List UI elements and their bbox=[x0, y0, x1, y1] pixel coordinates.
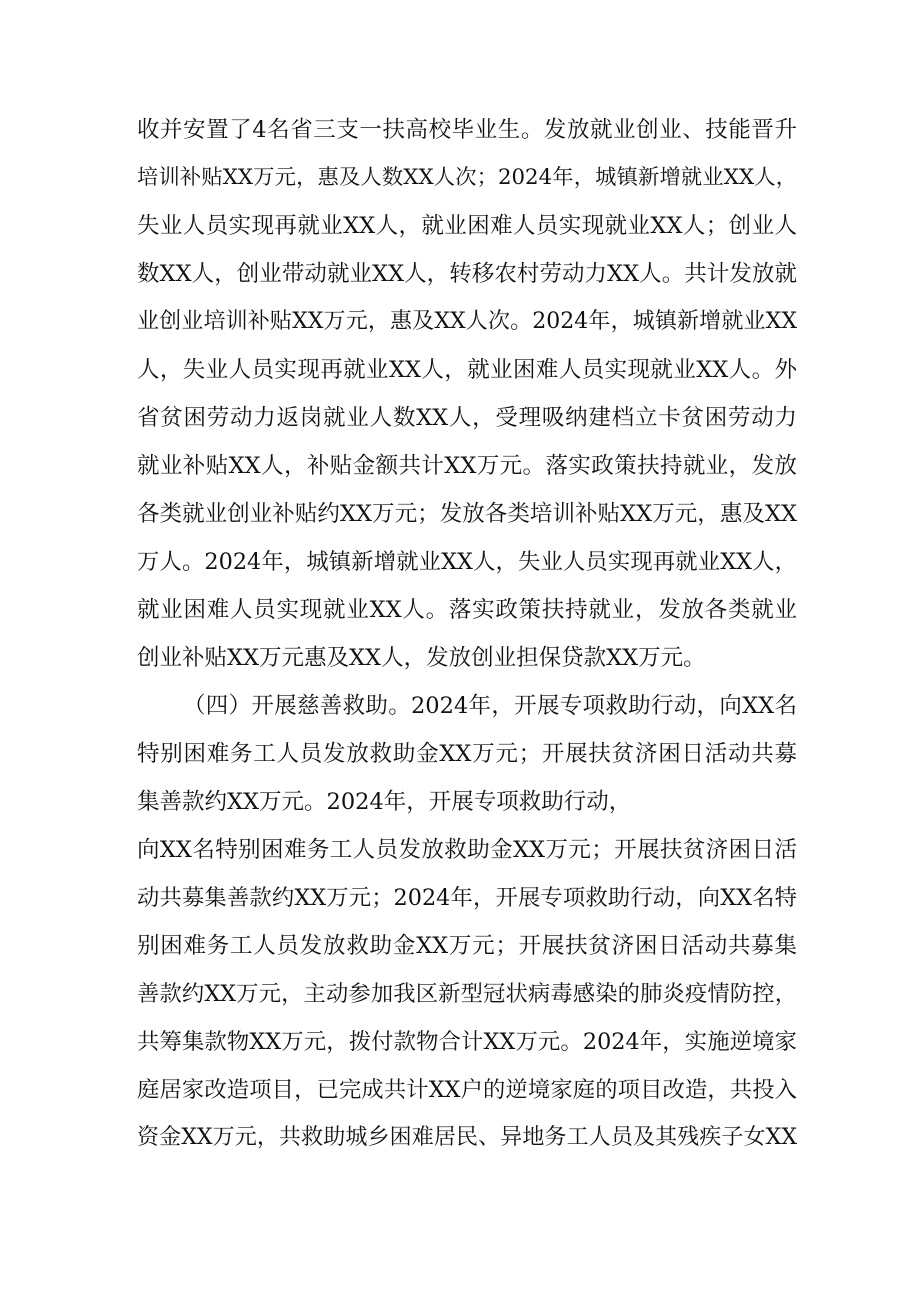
text-line: 收并安置了4名省三支一扶高校毕业生。发放就业创业、技能晋升 bbox=[137, 117, 797, 143]
section-heading-line: （四）开展慈善救助。2024年，开展专项救助行动，向XX名 bbox=[183, 693, 797, 719]
text-line: 动共募集善款约XX万元；2024年，开展专项救助行动，向XX名特 bbox=[137, 885, 797, 911]
text-line: 失业人员实现再就业XX人，就业困难人员实现就业XX人；创业人 bbox=[137, 213, 797, 239]
text-line: 就业补贴XX人，补贴金额共计XX万元。落实政策扶持就业，发放 bbox=[137, 453, 797, 479]
text-line: 万人。2024年，城镇新增就业XX人，失业人员实现再就业XX人， bbox=[137, 549, 797, 575]
text-line: 向XX名特别困难务工人员发放救助金XX万元；开展扶贫济困日活 bbox=[137, 837, 797, 863]
text-line: 资金XX万元，共救助城乡困难居民、异地务工人员及其残疾子女XX bbox=[137, 1125, 797, 1150]
text-line: 创业补贴XX万元惠及XX人，发放创业担保贷款XX万元。 bbox=[137, 645, 706, 671]
text-line: 省贫困劳动力返岗就业人数XX人，受理吸纳建档立卡贫困劳动力 bbox=[137, 405, 797, 431]
text-line: 就业困难人员实现就业XX人。落实政策扶持就业，发放各类就业 bbox=[137, 597, 797, 623]
paragraph-employment bbox=[137, 106, 797, 682]
text-line: 别困难务工人员发放救助金XX万元；开展扶贫济困日活动共募集 bbox=[137, 933, 797, 959]
text-line: 培训补贴XX万元，惠及人数XX人次；2024年，城镇新增就业XX人， bbox=[137, 165, 797, 190]
text-line: 善款约XX万元，主动参加我区新型冠状病毒感染的肺炎疫情防控， bbox=[137, 981, 797, 1007]
text-line: 各类就业创业补贴约XX万元；发放各类培训补贴XX万元，惠及XX bbox=[137, 501, 797, 527]
text-line: 数XX人，创业带动就业XX人，转移农村劳动力XX人。共计发放就 bbox=[137, 261, 797, 287]
text-line: 人，失业人员实现再就业XX人，就业困难人员实现就业XX人。外 bbox=[137, 357, 797, 383]
text-line: 集善款约XX万元。2024年，开展专项救助行动， bbox=[137, 789, 632, 815]
text-line: 庭居家改造项目，已完成共计XX户的逆境家庭的项目改造，共投入 bbox=[137, 1077, 797, 1103]
text-line: 特别困难务工人员发放救助金XX万元；开展扶贫济困日活动共募 bbox=[137, 741, 797, 767]
paragraph-charity-relief bbox=[137, 682, 797, 1162]
text-line: 共筹集款物XX万元，拨付款物合计XX万元。2024年，实施逆境家 bbox=[137, 1029, 797, 1055]
text-line: 业创业培训补贴XX万元，惠及XX人次。2024年，城镇新增就业XX bbox=[137, 309, 797, 334]
